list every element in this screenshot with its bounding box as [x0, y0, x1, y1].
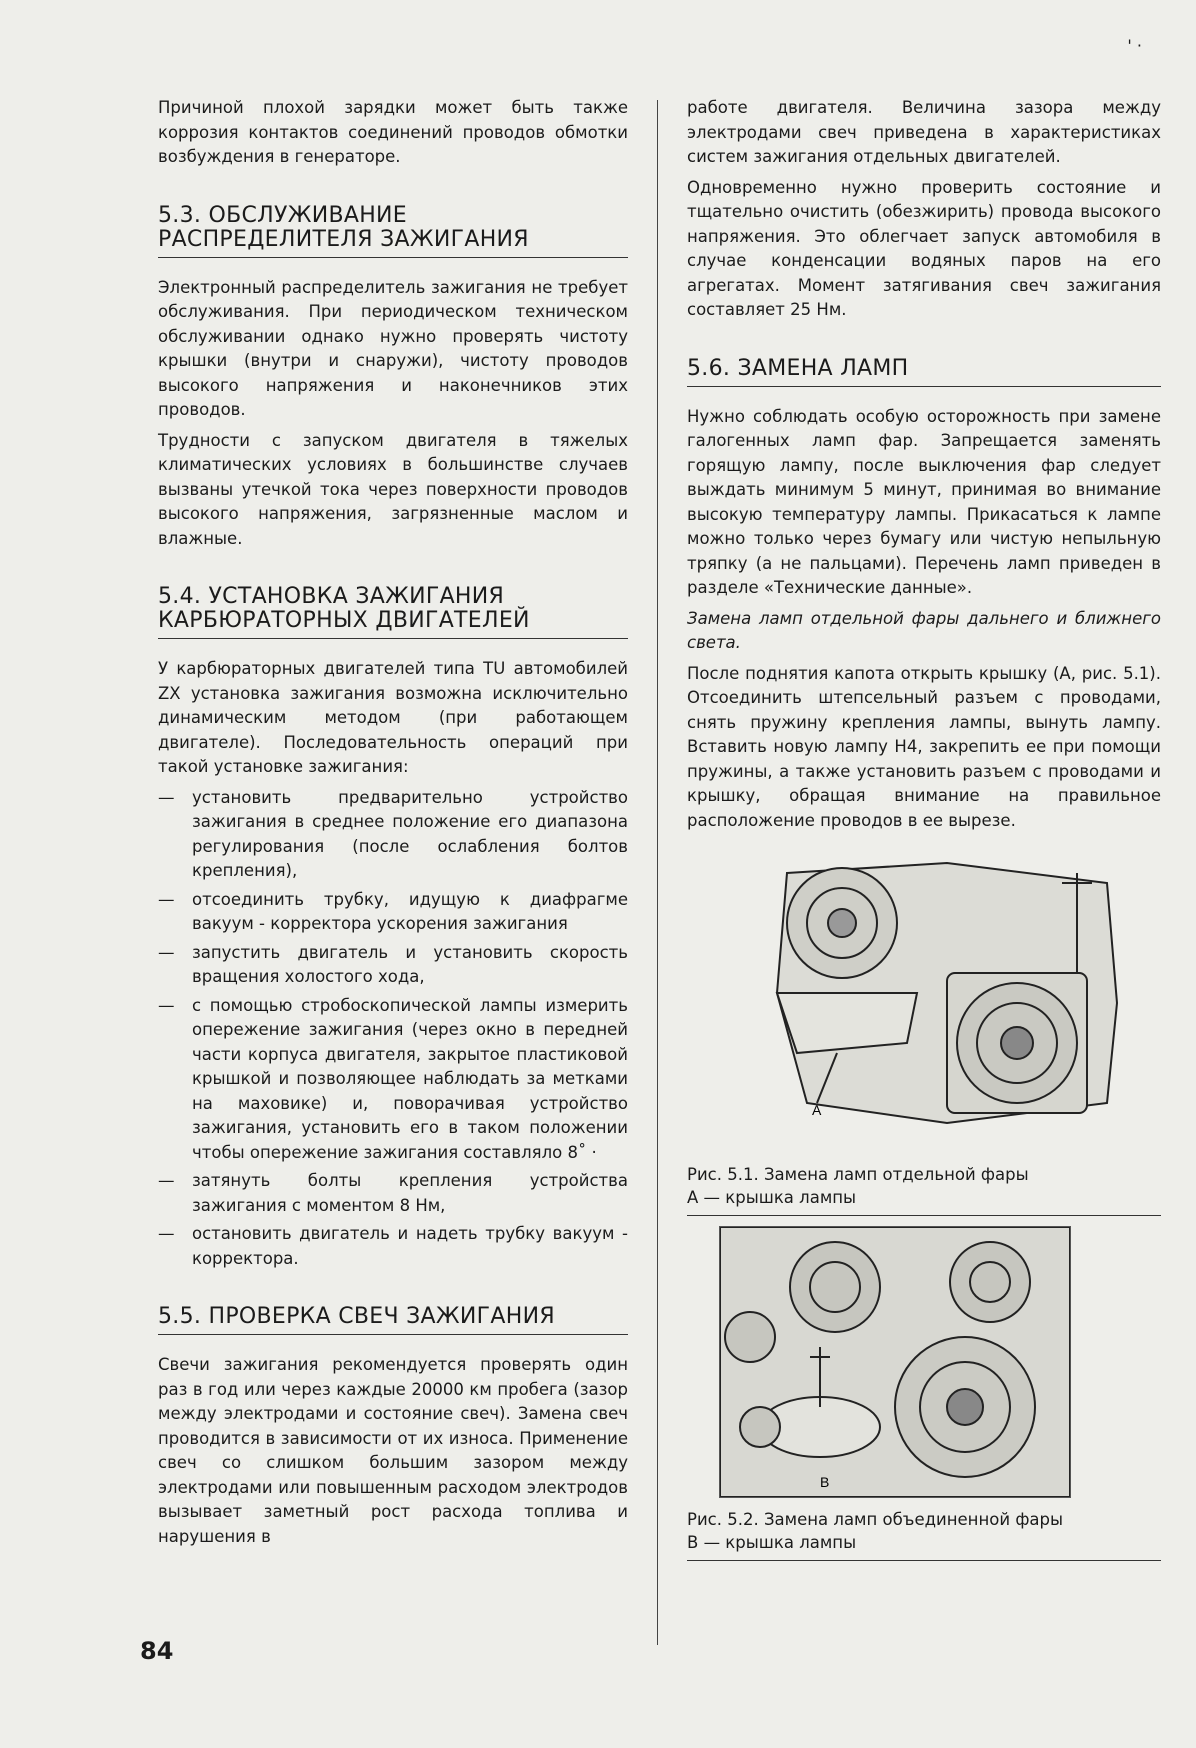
page-number: 84 — [140, 1637, 174, 1665]
left-column — [158, 96, 628, 1555]
continued-paragraph: работе двигателя. Величина зазора между электродами свеч приведена в характеристиках систем зажигания отдельных двигателей. — [687, 98, 1161, 166]
section-5-6-subheading: Замена ламп отдельной фары дальнего и ближнего света. — [687, 608, 1161, 652]
figure-5-1-caption-line2: А — крышка лампы — [687, 1188, 857, 1207]
section-5-3-heading-line1: 5.3. ОБСЛУЖИВАНИЕ — [158, 202, 407, 228]
corner-mark: ' · — [1127, 36, 1142, 55]
figure-5-2-headlamp-illustration — [719, 1226, 1071, 1498]
ignition-steps-list — [158, 786, 628, 1272]
section-5-3-paragraph-1: Электронный распределитель зажигания не требует обслуживания. При периодическом техническом обслуживании однако нужно проверять чистоту крышки (внутри и снаружи), чистоту проводов высокого напряжения и наконечников этих проводов. — [158, 277, 628, 419]
right-column — [687, 96, 1161, 1561]
section-5-4-heading — [158, 585, 628, 639]
column-divider — [657, 100, 658, 1645]
figure-5-1-caption — [687, 1163, 1161, 1216]
section-5-6-paragraph-2: После поднятия капота открыть крышку (А, рис. 5.1). Отсоединить штепсельный разъем с проводами, снять пружину крепления лампы, вынуть лампу. Вставить новую лампу H4, закрепить ее при помощи пружины, а также установить разъем с проводами и крышку, обращая внимание на правильное расположение проводов в ее вырезе. — [687, 663, 1161, 830]
section-5-4-paragraph-1: У карбюраторных двигателей типа TU автомобилей ZX установка зажигания возможна исключительно динамическим методом (при работающем двигателе). Последовательность операций при такой установке зажигания: — [158, 659, 628, 776]
figure-5-1-caption-line1: Рис. 5.1. Замена ламп отдельной фары — [687, 1165, 1029, 1184]
list-item: — установить предварительно устройство зажигания в среднее положение его диапазона регулирования (после ослабления болтов крепления), — [158, 786, 628, 884]
section-5-6-paragraph-1: Нужно соблюдать особую осторожность при замене галогенных ламп фар. Запрещается заменять горящую лампу, после выключения фар следует выждать минимум 5 минут, принимая во внимание высокую температуру лампы. Прикасаться к лампе можно только через бумагу или чистую непыльную тряпку (а не пальцами). Перечень ламп приведен в разделе «Технические данные». — [687, 406, 1161, 597]
list-item: — затянуть болты крепления устройства зажигания с моментом 8 Нм, — [158, 1169, 628, 1218]
section-5-3-heading-line2: РАСПРЕДЕЛИТЕЛЯ ЗАЖИГАНИЯ — [158, 226, 529, 252]
section-5-3-paragraph-2: Трудности с запуском двигателя в тяжелых климатических условиях в большинстве случаев вызваны утечкой тока через поверхности проводов высокого напряжения, загрязненные маслом и влажные. — [158, 430, 628, 548]
figure-5-2-label-b: B — [820, 1474, 830, 1490]
section-5-4-heading-line2: КАРБЮРАТОРНЫХ ДВИГАТЕЛЕЙ — [158, 608, 530, 633]
list-item: — с помощью стробоскопической лампы измерить опережение зажигания (через окно в передней части корпуса двигателя, закрытое пластиковой крышкой и позволяющее наблюдать за метками на маховике) и, поворачивая устройство зажигания, установить его в таком положении чтобы опережение зажигания составляло 8˚ · — [158, 994, 628, 1166]
list-item: — остановить двигатель и надеть трубку вакуум - корректора. — [158, 1222, 628, 1271]
figure-5-2-caption-line1: Рис. 5.2. Замена ламп объединенной фары — [687, 1510, 1064, 1529]
section-5-4-heading-line1: 5.4. УСТАНОВКА ЗАЖИГАНИЯ — [158, 584, 505, 609]
section-5-5-paragraph-1: Свечи зажигания рекомендуется проверять один раз в год или через каждые 20000 км пробега (зазор между электродами и состояние свеч). Замена свеч проводится в зависимости от их износа. Применение свеч со слишком большим зазором между электродами или повышенным расходом электродов вызывает заметный рост расхода топлива и нарушения в — [158, 1355, 628, 1546]
figure-5-2-caption — [687, 1508, 1161, 1561]
intro-paragraph: Причиной плохой зарядки может быть также коррозия контактов соединений проводов обмотки возбуждения в генераторе. — [158, 98, 628, 166]
section-5-5-heading-line1: 5.5. ПРОВЕРКА СВЕЧ ЗАЖИГАНИЯ — [158, 1304, 555, 1329]
figure-5-1-label-a: A — [812, 1102, 822, 1118]
list-item: — отсоединить трубку, идущую к диафрагме вакуум - корректора ускорения зажигания — [158, 888, 628, 937]
section-5-6-heading-line1: 5.6. ЗАМЕНА ЛАМП — [687, 355, 909, 381]
figure-5-2-caption-line2: В — крышка лампы — [687, 1533, 857, 1552]
list-item: — запустить двигатель и установить скорость вращения холостого хода, — [158, 941, 628, 990]
figure-5-1-headlamp-illustration — [747, 853, 1147, 1153]
section-5-6-heading — [687, 357, 1161, 387]
section-5-3-heading — [158, 204, 628, 258]
section-5-5-heading — [158, 1305, 628, 1335]
spark-plug-paragraph: Одновременно нужно проверить состояние и тщательно очистить (обезжирить) провода высокого напряжения. Это облегчает запуск автомобиля в случае конденсации водяных паров на его агрегатах. Момент затягивания свеч зажигания составляет 25 Нм. — [687, 177, 1161, 319]
